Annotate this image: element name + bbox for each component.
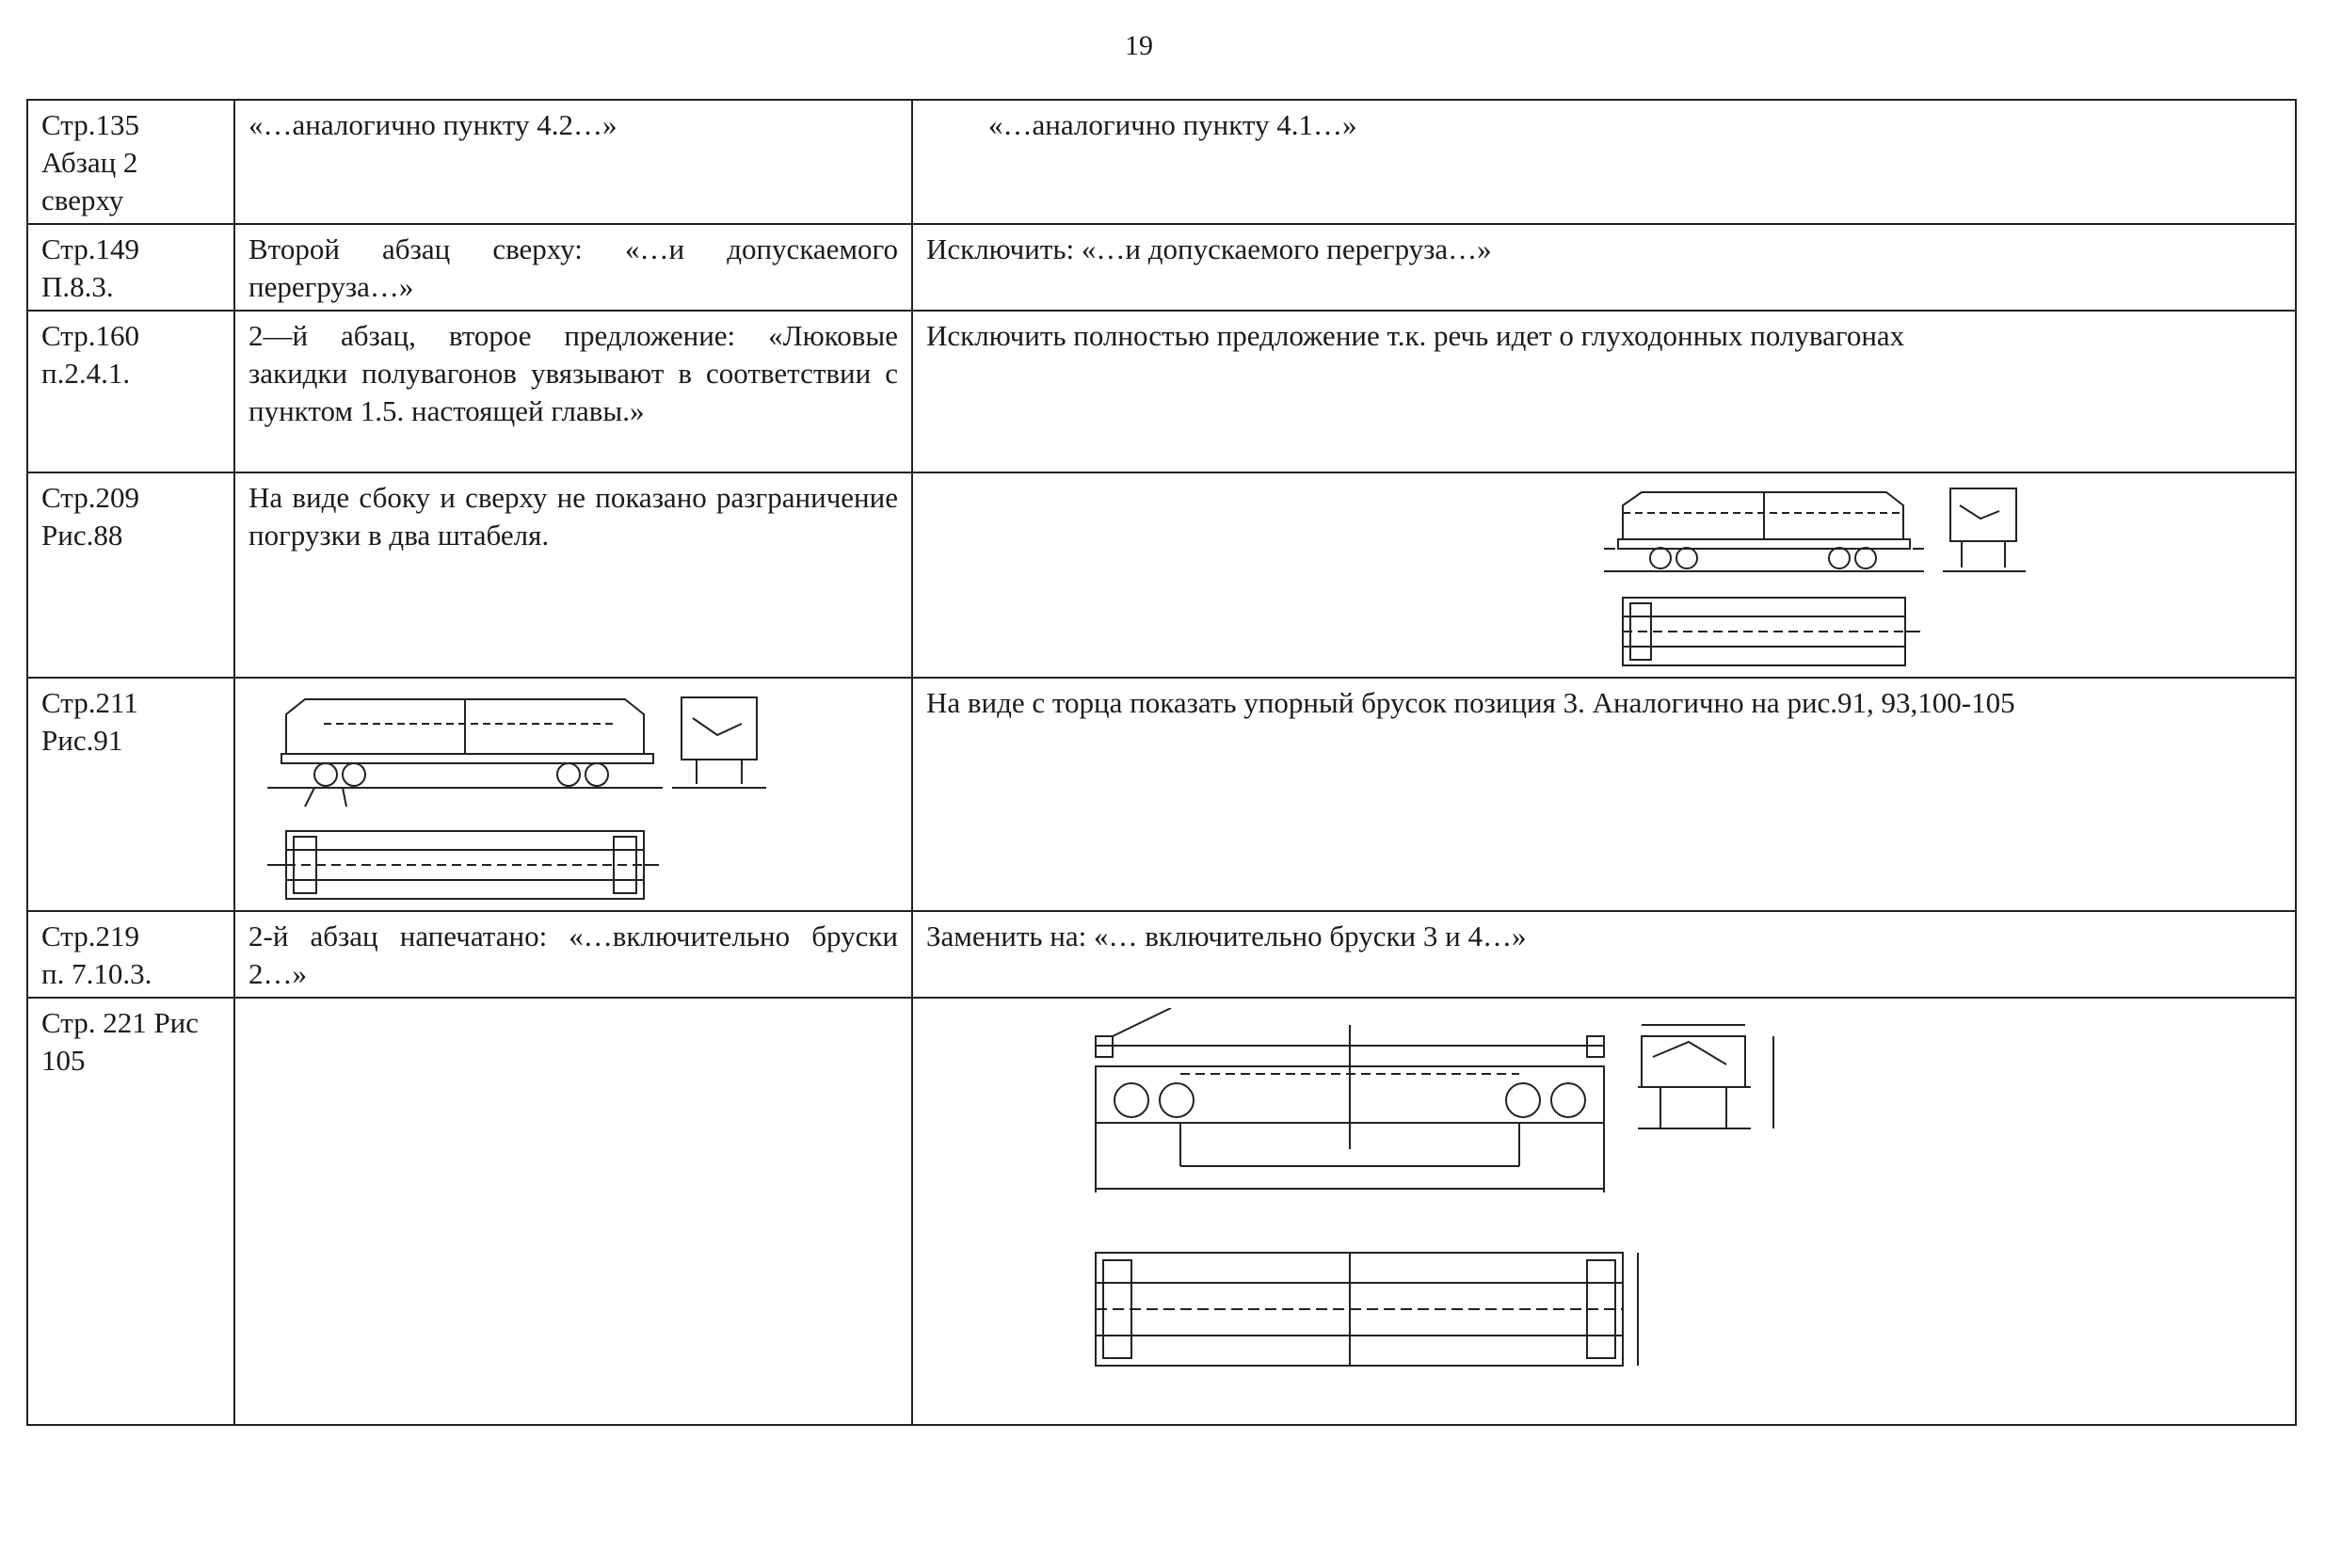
printed-text: «…аналогично пункту 4.2…» [249,108,617,141]
printed-text-cell [234,911,912,998]
reference-cell [27,224,234,311]
printed-text-cell [234,998,912,1425]
table-row [27,224,2296,311]
printed-text: Второй абзац сверху: «…и допускаемого перегруза…» [249,232,898,303]
reference-cell [27,998,234,1425]
table-row [27,472,2296,678]
printed-text: 2—й абзац, второе предложение: «Люковые закидки полувагонов увязывают в соответствии с пунктом 1.5. настоящей главы.» [249,319,898,427]
reference-line: Абзац 2 [41,146,138,179]
wagon-side-view [1096,1008,1604,1192]
reference-line: Рис.91 [41,724,123,757]
correction-text: Исключить: «…и допускаемого перегруза…» [926,232,1492,265]
wagon-drawing-fig105 [1077,1008,1830,1403]
printed-text: На виде сбоку и сверху не показано разграничение погрузки в два штабеля. [249,481,898,552]
reference-line: Стр.219 [41,920,139,952]
reference-line: Стр.209 [41,481,139,514]
errata-table [26,99,2297,1426]
reference-cell [27,311,234,472]
correction-cell [912,224,2296,311]
reference-line: Стр.149 [41,232,139,265]
correction-cell [912,100,2296,224]
wagon-side-view [1604,492,1924,571]
reference-line: Стр.160 [41,319,139,352]
table-row [27,311,2296,472]
printed-text: 2-й абзац напечатано: «…включительно бруски 2…» [249,920,898,990]
reference-cell [27,472,234,678]
reference-line: Стр.135 [41,108,139,141]
correction-cell [912,911,2296,998]
reference-line: п. 7.10.3. [41,957,152,990]
reference-line: П.8.3. [41,270,114,303]
table-row [27,998,2296,1425]
reference-cell [27,100,234,224]
wagon-top-view [267,831,659,899]
reference-line: Стр. 221 Рис [41,1006,200,1039]
reference-line: Стр.211 [41,686,138,719]
reference-cell [27,911,234,998]
printed-text-cell [234,472,912,678]
wagon-side-view [267,699,663,807]
correction-text: Заменить на: «… включительно бруски 3 и 4…» [926,920,1527,952]
reference-line: Рис.88 [41,519,123,552]
reference-line: п.2.4.1. [41,357,131,390]
printed-text-cell [234,100,912,224]
reference-line: сверху [41,184,124,216]
correction-text: На виде с торца показать упорный брусок позиция 3. Аналогично на рис.91, 93,100-105 [926,686,2015,719]
wagon-end-view [672,697,766,788]
correction-text: «…аналогично пункту 4.1…» [988,108,1357,141]
printed-text-cell [234,224,912,311]
correction-cell [912,472,2296,678]
correction-cell [912,311,2296,472]
table-row [27,678,2296,911]
printed-text-cell [234,311,912,472]
wagon-end-view [1638,1025,1773,1128]
correction-cell [912,678,2296,911]
reference-cell [27,678,234,911]
wagon-drawing-fig88 [1604,485,2093,673]
wagon-top-view [1623,598,1920,665]
wagon-top-view [1096,1253,1638,1366]
table-row [27,911,2296,998]
wagon-end-view [1943,488,2026,571]
wagon-drawing-fig91 [267,690,794,906]
correction-cell [912,998,2296,1425]
page-number: 19 [1125,30,1153,61]
correction-text: Исключить полностью предложение т.к. речь идет о глуходонных полувагонах [926,319,1905,352]
printed-drawing-cell [234,678,912,911]
table-row [27,100,2296,224]
reference-line: 105 [41,1044,86,1077]
